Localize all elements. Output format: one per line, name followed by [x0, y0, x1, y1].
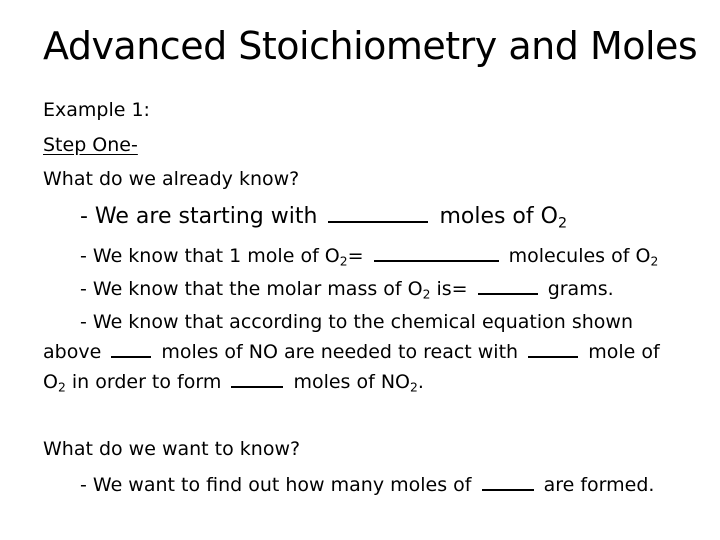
starting-line	[80, 202, 567, 232]
question-known: What do we already know?	[43, 168, 300, 190]
molar-mass-mid: is=	[430, 278, 468, 300]
starting-prefix: - We are starting with	[80, 204, 318, 229]
equation-line2-mid: moles of NO are needed to react with	[161, 341, 519, 363]
molar-mass-suffix: grams.	[547, 278, 614, 300]
molar-mass-line	[80, 276, 614, 302]
equation-line3-sub: 2	[57, 380, 66, 395]
equation-line2-prefix: above	[43, 341, 102, 363]
molecules-sub: 2	[339, 254, 348, 269]
want-suffix: are formed.	[543, 474, 655, 496]
o2-moles-blank	[528, 355, 578, 358]
equation-line-2	[43, 339, 660, 365]
want-blank	[482, 488, 534, 491]
starting-sub: 2	[557, 215, 568, 232]
molecules-mid: =	[347, 245, 364, 267]
want-prefix: - We want to find out how many moles of	[80, 474, 472, 496]
equation-line3-sub2: 2	[410, 380, 418, 395]
molar-mass-sub: 2	[422, 287, 431, 302]
equation-line-3	[43, 369, 424, 395]
starting-blank	[328, 220, 428, 223]
molecules-sub2: 2	[650, 254, 659, 269]
equation-line-1: - We know that according to the chemical equation shown	[80, 311, 634, 333]
molar-mass-blank	[478, 292, 538, 295]
starting-suffix: moles of O	[439, 204, 558, 229]
equation-line3-end: .	[417, 371, 424, 393]
page-title: Advanced Stoichiometry and Moles	[43, 24, 698, 68]
molecules-line	[80, 243, 658, 269]
want-line	[80, 472, 654, 498]
no-moles-blank	[111, 355, 151, 358]
no2-moles-blank	[231, 385, 283, 388]
molecules-blank	[374, 259, 499, 262]
equation-line3-o: O	[43, 371, 58, 393]
equation-line2-suffix: mole of	[588, 341, 660, 363]
equation-line3-mid: in order to form	[65, 371, 222, 393]
molecules-suffix: molecules of O	[508, 245, 651, 267]
example-label: Example 1:	[43, 99, 150, 121]
molecules-prefix: - We know that 1 mole of O	[80, 245, 340, 267]
molar-mass-prefix: - We know that the molar mass of O	[80, 278, 423, 300]
question-want: What do we want to know?	[43, 438, 301, 460]
step-label: Step One-	[43, 134, 138, 156]
equation-line3-suffix: moles of NO	[293, 371, 411, 393]
